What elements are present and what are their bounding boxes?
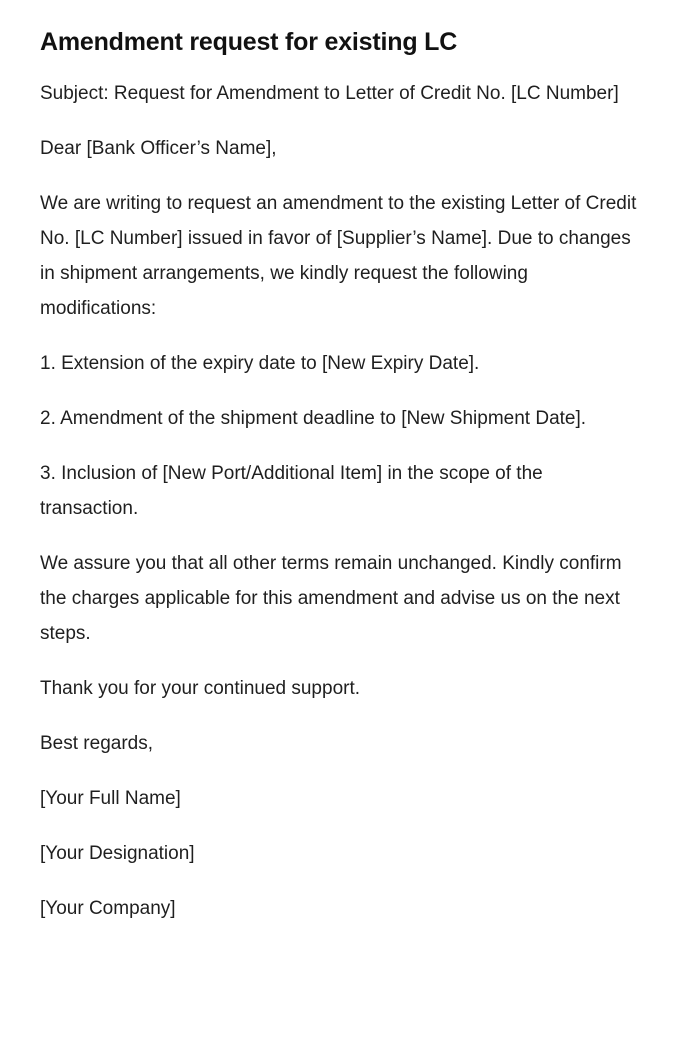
signature-company: [Your Company] (40, 898, 176, 919)
paragraph-salutation: Dear [Bank Officer’s Name], (40, 138, 277, 159)
paragraph-assurance: We assure you that all other terms remain unchanged. Kindly confirm the charges applicable for this amendment and advise us on the next steps. (40, 553, 622, 644)
list-item-1: 1. Extension of the expiry date to [New Expiry Date]. (40, 353, 480, 374)
list-item-2: 2. Amendment of the shipment deadline to [New Shipment Date]. (40, 408, 587, 429)
signature-designation: [Your Designation] (40, 843, 195, 864)
page-title: Amendment request for existing LC (40, 28, 458, 56)
paragraph-closing: Best regards, (40, 733, 153, 754)
paragraph-intro: We are writing to request an amendment to the existing Letter of Credit No. [LC Number] issued in favor of [Supplier’s Name]. Due to changes in shipment arrangements, we kindly request the following modifications: (40, 193, 637, 319)
list-item-3: 3. Inclusion of [New Port/Additional Item] in the scope of the transaction. (40, 463, 543, 519)
paragraph-subject: Subject: Request for Amendment to Letter of Credit No. [LC Number] (40, 83, 619, 104)
paragraph-thanks: Thank you for your continued support. (40, 678, 361, 699)
document-body (40, 76, 640, 926)
signature-full-name: [Your Full Name] (40, 788, 181, 809)
